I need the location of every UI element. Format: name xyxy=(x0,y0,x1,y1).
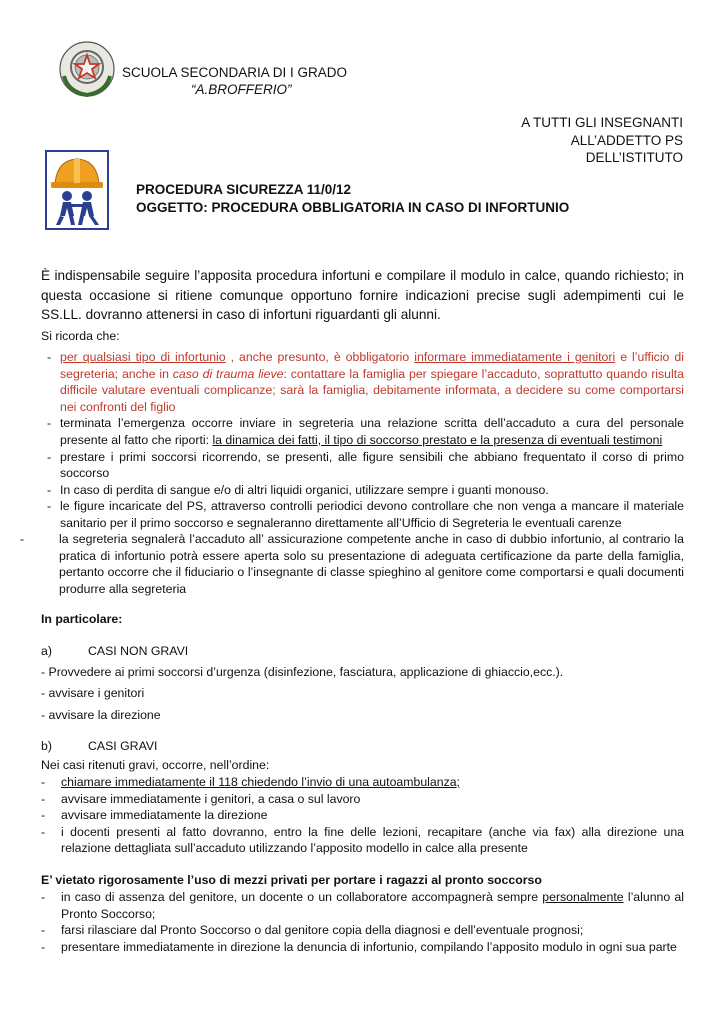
case-b-item: - avvisare immediatamente la direzione xyxy=(41,808,268,823)
case-b-item-text: avvisare immediatamente i genitori, a casa o sul lavoro xyxy=(61,791,361,806)
school-line-1: SCUOLA SECONDARIA DI I GRADO xyxy=(122,65,348,80)
case-b-item: - avvisare immediatamente i genitori, a casa o sul lavoro xyxy=(41,791,361,806)
safety-logo-icon xyxy=(45,150,109,230)
case-a-item: - avvisare i genitori xyxy=(41,686,145,701)
case-b-label: b) xyxy=(41,739,52,753)
rule-3-text: prestare i primi soccorsi ricorrendo, se presenti, alle figure sensibili che abbiano frequentato il corso di primo soccorso xyxy=(60,449,684,481)
recipient-2: ALL’ADDETTO PS xyxy=(570,132,683,148)
recipient-3: DELL’ISTITUTO xyxy=(585,150,683,165)
rule-2-text: terminata l’emergenza occorre inviare in segreteria una relazione scritta dell’accaduto a cura del personale presente al fatto che riporti: xyxy=(60,416,684,447)
case-a-list xyxy=(41,662,684,726)
forbidden-item: - farsi rilasciare dal Pronto Soccorso o dal genitore copia della diagnosi e dell’eventuale prognosi; xyxy=(41,923,584,938)
procedure-title: PROCEDURA SICUREZZA 11/0/12 xyxy=(136,182,352,197)
forbidden-personally: personalmente xyxy=(542,890,624,904)
rule-item: - le figure incaricate del PS, attraverso controlli periodici devono controllare che non venga a mancare il materiale sanitario per il primo soccorso e segnaleranno direttamente all’Ufficio di Segreteria le eventuali carenze xyxy=(47,499,684,530)
particular-heading: In particolare: xyxy=(41,612,123,626)
rule-1-trauma: caso di trauma lieve xyxy=(172,366,284,381)
italian-republic-emblem-icon xyxy=(58,40,116,98)
rule-item: - terminata l’emergenza occorre inviare in segreteria una relazione scritta dell’accaduto a cura del personale presente al fatto che riporti: la dinamica dei fatti, il tipo di soccorso prestato e la presenza di eventuali testimoni xyxy=(47,416,684,447)
rule-item: - In caso di perdita di sangue e/o di altri liquidi organici, utilizzare sempre i guanti monouso. xyxy=(47,482,549,497)
rule-1-text-c: : contattare la famiglia per spiegare l’accaduto, soprattutto quando risulta difficile valutare eventuali complicanze; sarà la famiglia, debitamente informata, a decidere su come comportarsi nei confronti del figlio xyxy=(60,366,685,414)
forbidden-item-text: in caso di assenza del genitore, un docente o un collaboratore accompagnerà sempre xyxy=(61,890,543,904)
forbidden-list xyxy=(41,889,684,955)
rule-1-text-b: e l’ufficio di segreteria; anche in xyxy=(60,350,684,381)
rule-item: - per qualsiasi tipo di infortunio , anche presunto, è obbligatorio informare immediatamente i genitori e l’ufficio di segreteria; anche in caso di trauma lieve: contattare la famiglia per spiegare l’accaduto, soprattutto quando risulta difficile valutare eventuali complicanze; sarà la famiglia, debitamente informata, a decidere su come comportarsi nei confronti del figlio xyxy=(47,350,685,414)
forbidden-item-text: l’alunno al Pronto Soccorso; xyxy=(61,890,684,921)
case-a-item: - avvisare la direzione xyxy=(41,707,161,722)
case-b-intro: Nei casi ritenuti gravi, occorre, nell’ordine: xyxy=(41,758,270,772)
rule-6-text: la segreteria segnalerà l’accaduto all’ assicurazione competente anche in caso di dubbio infortunio, al contrario la pratica di infortunio potrà essere aperta solo su presentazione di adeguata certificazione da parte della famiglia, pertanto occorre che il fiduciario o l’insegnante di classe spieghino al genitore come comportarsi e quali documenti produrre alla segreteria xyxy=(59,532,684,596)
case-a-label: a) xyxy=(41,644,52,658)
case-a-item: - Provvedere ai primi soccorsi d’urgenza (disinfezione, fasciatura, applicazione di ghiaccio,ecc.). xyxy=(41,665,564,679)
forbidden-item: - in caso di assenza del genitore, un docente o un collaboratore accompagnerà sempre personalmente l’alunno al Pronto Soccorso; xyxy=(41,890,684,921)
forbidden-item: - presentare immediatamente in direzione la denuncia di infortunio, compilando l’apposito modulo in ogni sua parte xyxy=(41,939,677,954)
rule-1-emphasis: per qualsiasi tipo di infortunio xyxy=(60,350,226,364)
recipient-1: A TUTTI GLI INSEGNANTI xyxy=(521,115,683,130)
procedure-heading xyxy=(136,181,696,216)
school-line-2: “A.BROFFERIO” xyxy=(191,82,292,97)
forbidden-heading: E’ vietato rigorosamente l’uso di mezzi privati per portare i ragazzi al pronto soccorso xyxy=(41,873,542,887)
case-b-call-118: chiamare immediatamente il 118 chiedendo l’invio di una autoambulanza; xyxy=(61,775,460,789)
case-b-item: - i docenti presenti al fatto dovranno, entro la fine delle lezioni, recapitare (anche via fax) alla direzione una relazione dettagliata sull’accaduto utilizzando l’apposito modello in calce alla presente xyxy=(41,824,684,856)
case-a-heading xyxy=(41,643,441,660)
school-name xyxy=(122,64,422,98)
rule-4-text: In caso di perdita di sangue e/o di altri liquidi organici, utilizzare sempre i guanti monouso. xyxy=(60,482,549,497)
case-b-list xyxy=(41,774,684,857)
recipients xyxy=(423,114,683,167)
case-b-item: - chiamare immediatamente il 118 chiedendo l’invio di una autoambulanza; xyxy=(41,775,460,789)
subject-line: OGGETTO: PROCEDURA OBBLIGATORIA IN CASO DI INFORTUNIO xyxy=(136,199,570,215)
case-a-title: CASI NON GRAVI xyxy=(88,644,189,658)
rule-2-underlined: la dinamica dei fatti, il tipo di soccorso prestato e la presenza di eventuali testimoni xyxy=(212,432,663,447)
case-b-item-text: i docenti presenti al fatto dovranno, entro la fine delle lezioni, recapitare (anche via fax) alla direzione una relazione dettagliata sull’accaduto utilizzando l’apposito modello in calce alla presente xyxy=(61,824,684,856)
rules-list xyxy=(47,349,684,532)
rule-item-6: - la segreteria segnalerà l’accaduto all’ assicurazione competente anche in caso di dubbio infortunio, al contrario la pratica di infortunio potrà essere aperta solo su presentazione di adeguata certificazione da parte della famiglia, pertanto occorre che il fiduciario o l’insegnante di classe spieghino al genitore come comportarsi e quali documenti produrre alla segreteria xyxy=(20,532,684,596)
forbidden-item-text: presentare immediatamente in direzione la denuncia di infortunio, compilando l’apposito modulo in ogni sua parte xyxy=(61,939,677,954)
rule-5-text: le figure incaricate del PS, attraverso controlli periodici devono controllare che non venga a mancare il materiale sanitario per il primo soccorso e segnaleranno direttamente all’Ufficio di Segreteria le eventuali carenze xyxy=(60,499,684,530)
reminder-label: Si ricorda che: xyxy=(41,329,120,343)
intro-paragraph: È indispensabile seguire l’apposita procedura infortuni e compilare il modulo in calce, quando richiesto; in questa occasione si ritiene comunque opportuno fornire indicazioni precise sugli adempimenti cui le SS.LL. dovranno attenersi in caso di infortuni riguardanti gli alunni. xyxy=(41,268,684,322)
case-b-heading xyxy=(41,738,441,755)
rule-1-inform-parents: informare immediatamente i genitori xyxy=(414,350,616,364)
rule-item: - prestare i primi soccorsi ricorrendo, se presenti, alle figure sensibili che abbiano frequentato il corso di primo soccorso xyxy=(47,449,684,481)
case-b-title: CASI GRAVI xyxy=(88,739,158,753)
rule-1-text-a: , anche presunto, è obbligatorio xyxy=(225,350,415,364)
forbidden-item-text: farsi rilasciare dal Pronto Soccorso o dal genitore copia della diagnosi e dell’eventuale prognosi; xyxy=(61,923,584,938)
case-b-item-text: avvisare immediatamente la direzione xyxy=(61,808,268,823)
